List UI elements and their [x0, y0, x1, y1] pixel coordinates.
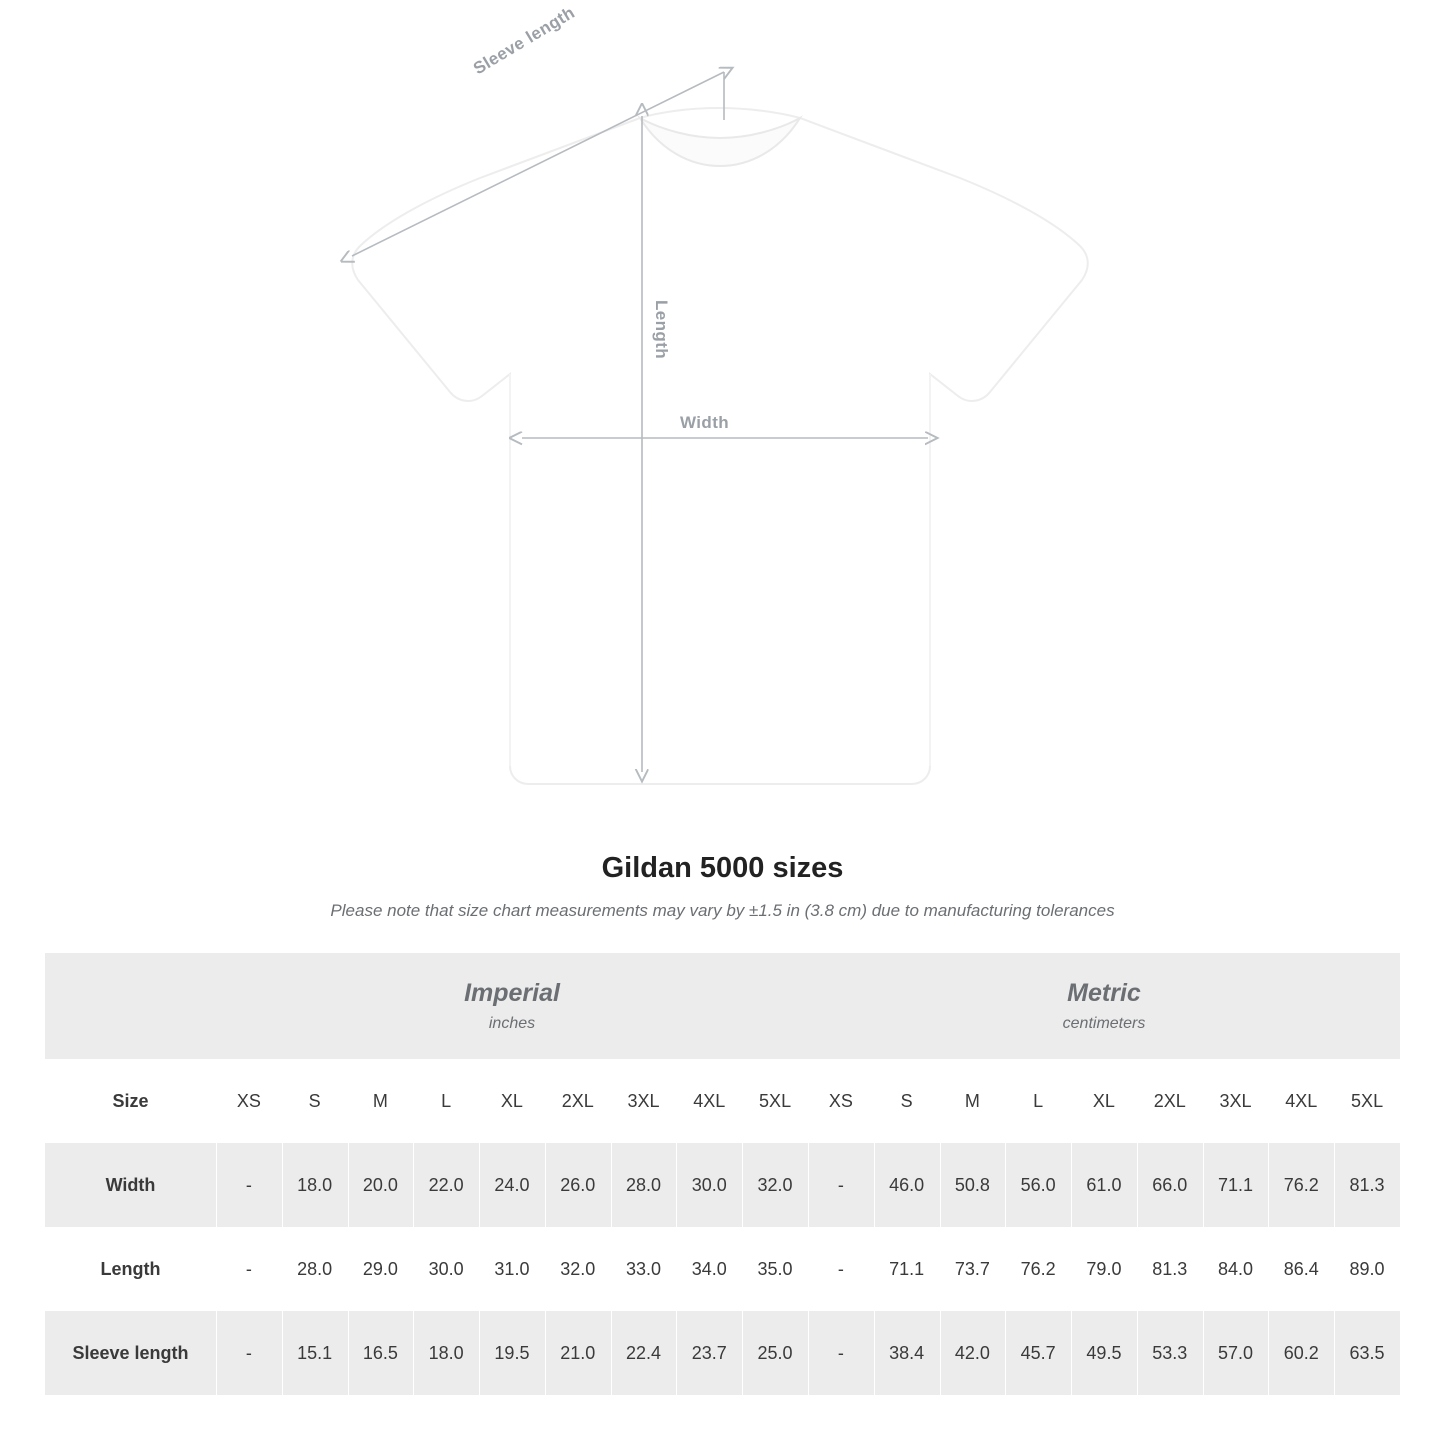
table-cell: 61.0	[1071, 1143, 1137, 1227]
size-column-header: L	[1005, 1059, 1071, 1143]
unit-group-imperial-sub: inches	[488, 1015, 536, 1032]
table-cell: 24.0	[479, 1143, 545, 1227]
table-cell: 86.4	[1268, 1227, 1334, 1311]
size-column-header: 2XL	[1137, 1059, 1203, 1143]
unit-header-row	[45, 953, 1400, 1059]
table-header-row-sizes	[45, 1059, 1400, 1143]
row-header-sleeve-length: Sleeve length	[45, 1311, 216, 1395]
unit-group-metric-sub: centimeters	[1062, 1015, 1146, 1032]
size-column-header: S	[282, 1059, 348, 1143]
table-cell: 16.5	[348, 1311, 414, 1395]
size-column-header: XL	[479, 1059, 545, 1143]
table-cell: 89.0	[1334, 1227, 1400, 1311]
table-cell: 45.7	[1005, 1311, 1071, 1395]
table-cell: 33.0	[611, 1227, 677, 1311]
length-label: Length	[652, 300, 671, 360]
table-cell: 81.3	[1334, 1143, 1400, 1227]
table-cell: 23.7	[676, 1311, 742, 1395]
size-column-header: 5XL	[1334, 1059, 1400, 1143]
width-label: Width	[680, 413, 730, 432]
table-cell: -	[808, 1227, 874, 1311]
table-cell: 28.0	[282, 1227, 348, 1311]
table-cell: 56.0	[1005, 1143, 1071, 1227]
table-cell: 84.0	[1203, 1227, 1269, 1311]
table-cell: 71.1	[1203, 1143, 1269, 1227]
table-cell: 20.0	[348, 1143, 414, 1227]
table-cell: 49.5	[1071, 1311, 1137, 1395]
unit-group-imperial	[216, 953, 808, 1059]
table-cell: 76.2	[1268, 1143, 1334, 1227]
table-row	[45, 1143, 1400, 1227]
table-cell: 22.0	[413, 1143, 479, 1227]
title-block	[0, 852, 1445, 921]
table-cell: 18.0	[413, 1311, 479, 1395]
table-cell: 31.0	[479, 1227, 545, 1311]
table-cell: 26.0	[545, 1143, 611, 1227]
table-cell: 79.0	[1071, 1227, 1137, 1311]
unit-group-imperial-name: Imperial	[464, 979, 560, 1007]
size-column-header: XS	[808, 1059, 874, 1143]
unit-group-metric	[808, 953, 1400, 1059]
row-header-length: Length	[45, 1227, 216, 1311]
size-column-header: 5XL	[742, 1059, 808, 1143]
table-row	[45, 1311, 1400, 1395]
table-cell: 60.2	[1268, 1311, 1334, 1395]
table-cell: -	[216, 1143, 282, 1227]
table-cell: -	[808, 1143, 874, 1227]
size-column-header: L	[413, 1059, 479, 1143]
table-cell: 28.0	[611, 1143, 677, 1227]
sleeve-length-label: Sleeve length	[470, 2, 579, 79]
size-column-header: M	[348, 1059, 414, 1143]
table-cell: 73.7	[940, 1227, 1006, 1311]
tshirt-shape	[352, 108, 1088, 784]
table-cell: 18.0	[282, 1143, 348, 1227]
table-cell: 21.0	[545, 1311, 611, 1395]
table-cell: 22.4	[611, 1311, 677, 1395]
table-cell: 76.2	[1005, 1227, 1071, 1311]
table-cell: 30.0	[676, 1143, 742, 1227]
size-table-wrapper	[45, 953, 1400, 1395]
table-cell: 71.1	[874, 1227, 940, 1311]
size-column-header: M	[940, 1059, 1006, 1143]
row-header-width: Width	[45, 1143, 216, 1227]
tolerance-note: Please note that size chart measurements may vary by ±1.5 in (3.8 cm) due to manufacturing tolerances	[330, 901, 1115, 920]
table-cell: 30.0	[413, 1227, 479, 1311]
table-cell: -	[216, 1227, 282, 1311]
table-cell: 42.0	[940, 1311, 1006, 1395]
size-column-header: 2XL	[545, 1059, 611, 1143]
unit-header-spacer	[45, 953, 216, 1059]
size-column-header: 4XL	[1268, 1059, 1334, 1143]
size-table	[45, 953, 1400, 1395]
table-cell: 46.0	[874, 1143, 940, 1227]
size-column-header: XS	[216, 1059, 282, 1143]
size-column-header: 3XL	[1203, 1059, 1269, 1143]
table-cell: 53.3	[1137, 1311, 1203, 1395]
table-row	[45, 1227, 1400, 1311]
unit-group-metric-name: Metric	[1067, 979, 1141, 1007]
table-cell: 15.1	[282, 1311, 348, 1395]
table-cell: 25.0	[742, 1311, 808, 1395]
size-column-header: 3XL	[611, 1059, 677, 1143]
table-cell: -	[808, 1311, 874, 1395]
table-cell: 38.4	[874, 1311, 940, 1395]
table-cell: 35.0	[742, 1227, 808, 1311]
table-cell: 50.8	[940, 1143, 1006, 1227]
table-cell: 19.5	[479, 1311, 545, 1395]
table-cell: 32.0	[742, 1143, 808, 1227]
table-cell: -	[216, 1311, 282, 1395]
table-cell: 63.5	[1334, 1311, 1400, 1395]
size-column-header: S	[874, 1059, 940, 1143]
table-cell: 81.3	[1137, 1227, 1203, 1311]
table-cell: 57.0	[1203, 1311, 1269, 1395]
table-cell: 29.0	[348, 1227, 414, 1311]
row-header-size: Size	[45, 1059, 216, 1143]
size-column-header: XL	[1071, 1059, 1137, 1143]
page-title: Gildan 5000 sizes	[601, 852, 844, 884]
size-column-header: 4XL	[676, 1059, 742, 1143]
table-cell: 32.0	[545, 1227, 611, 1311]
table-cell: 66.0	[1137, 1143, 1203, 1227]
table-cell: 34.0	[676, 1227, 742, 1311]
